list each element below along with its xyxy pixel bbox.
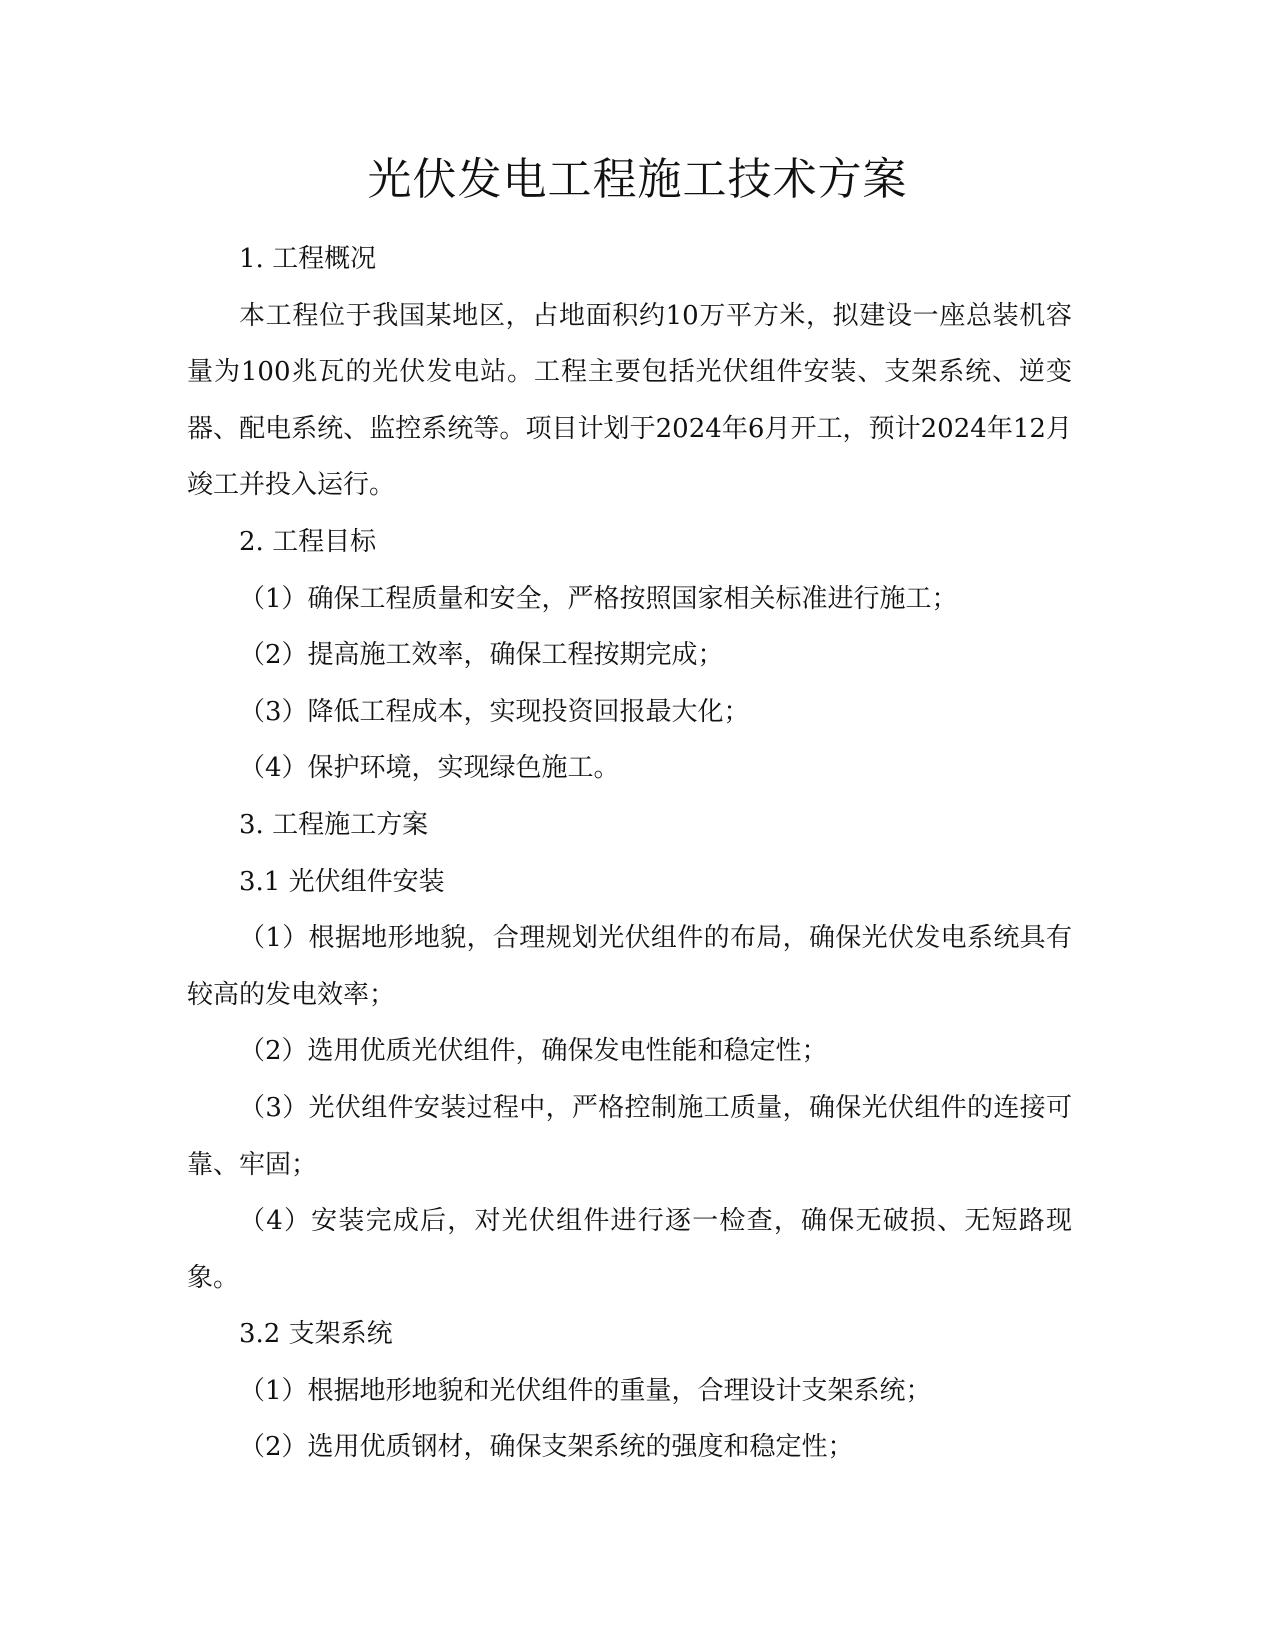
- module-install-item-2: （2）选用优质光伏组件，确保发电性能和稳定性；: [239, 1036, 828, 1067]
- bracket-item-1: （1）根据地形地貌和光伏组件的重量，合理设计支架系统；: [239, 1375, 932, 1406]
- document-body: [187, 231, 1072, 1476]
- goal-item-3: （3）降低工程成本，实现投资回报最大化；: [239, 696, 750, 727]
- overview-paragraph: 本工程位于我国某地区，占地面积约10万平方米，拟建设一座总装机容量为100兆瓦的光伏发电站。工程主要包括光伏组件安装、支架系统、逆变器、配电系统、监控系统等。项目计划于2024年6月开工，预计2024年12月竣工并投入运行。: [187, 300, 1072, 501]
- module-install-item-4: （4）安装完成后，对光伏组件进行逐一检查，确保无破损、无短路现象。: [187, 1206, 1072, 1293]
- section-heading-1: 1. 工程概况: [239, 244, 377, 274]
- subsection-heading-3-2: 3.2 支架系统: [239, 1319, 393, 1350]
- bracket-item-2: （2）选用优质钢材，确保支架系统的强度和稳定性；: [239, 1432, 854, 1463]
- module-install-item-1: （1）根据地形地貌，合理规划光伏组件的布局，确保光伏发电系统具有较高的发电效率；: [187, 923, 1072, 1010]
- goal-item-1: （1）确保工程质量和安全，严格按照国家相关标准进行施工；: [239, 583, 958, 614]
- section-heading-2: 2. 工程目标: [239, 526, 377, 557]
- goal-item-4: （4）保护环境，实现绿色施工。: [239, 753, 620, 784]
- subsection-heading-3-1: 3.1 光伏组件安装: [239, 866, 445, 897]
- goal-item-2: （2）提高施工效率，确保工程按期完成；: [239, 640, 724, 671]
- module-install-item-3: （3）光伏组件安装过程中，严格控制施工质量，确保光伏组件的连接可靠、牢固；: [187, 1092, 1072, 1180]
- section-heading-3: 3. 工程施工方案: [239, 809, 429, 840]
- document-title: 光伏发电工程施工技术方案: [367, 154, 908, 205]
